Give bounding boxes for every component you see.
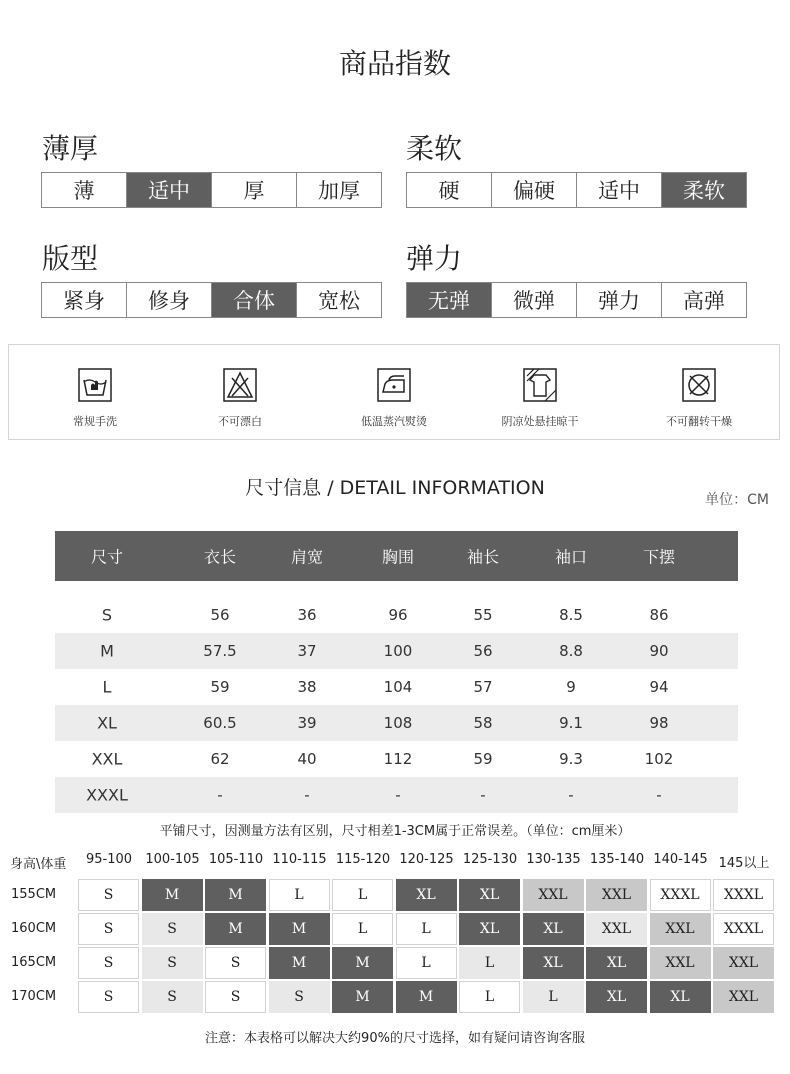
recommended-size: S bbox=[142, 913, 203, 945]
weight-range: 140-145 bbox=[653, 852, 708, 867]
size-value: 86 bbox=[649, 606, 669, 624]
care-instructions bbox=[8, 344, 780, 440]
fit-scale bbox=[41, 282, 382, 318]
scale-option: 薄 bbox=[42, 173, 126, 207]
recommended-size: XXL bbox=[586, 879, 647, 911]
recommended-size: XL bbox=[459, 879, 520, 911]
recommended-size: XXL bbox=[713, 981, 774, 1013]
recommended-size: M bbox=[205, 879, 266, 911]
hand-wash-icon bbox=[78, 368, 112, 402]
size-value: 94 bbox=[649, 678, 669, 696]
recommended-size: L bbox=[332, 879, 393, 911]
height-label: 155CM bbox=[11, 887, 57, 902]
recommended-size: S bbox=[78, 879, 139, 911]
recommended-size: S bbox=[78, 947, 139, 979]
size-name: XL bbox=[97, 713, 117, 733]
recommended-size: S bbox=[78, 981, 139, 1013]
recommended-size: M bbox=[142, 879, 203, 911]
detail-title: 尺寸信息 / DETAIL INFORMATION bbox=[245, 477, 545, 499]
recommended-size: XXL bbox=[650, 947, 711, 979]
weight-range: 95-100 bbox=[85, 852, 133, 867]
column-header: 下摆 bbox=[642, 547, 675, 567]
size-name: XXXL bbox=[86, 785, 128, 805]
scale-option: 紧身 bbox=[42, 283, 126, 317]
size-value: 59 bbox=[473, 750, 493, 768]
size-name: S bbox=[101, 605, 113, 625]
size-value: 58 bbox=[473, 714, 493, 732]
size-value: 39 bbox=[297, 714, 317, 732]
size-value: 57.5 bbox=[203, 642, 237, 660]
softness-scale bbox=[406, 172, 747, 208]
measure-note: 平铺尺寸，因测量方法有区别，尺寸相差1-3CM属于正常误差。（单位：cm厘米） bbox=[159, 824, 631, 839]
table-row bbox=[55, 777, 738, 813]
size-value: 55 bbox=[473, 606, 493, 624]
thickness-scale bbox=[41, 172, 382, 208]
size-value: 98 bbox=[649, 714, 669, 732]
recommended-size: L bbox=[269, 879, 330, 911]
footer-note: 注意：本表格可以解决大约90%的尺寸选择，如有疑问请咨询客服 bbox=[205, 1031, 585, 1046]
recommended-size: XL bbox=[459, 913, 520, 945]
size-value: - bbox=[395, 786, 401, 804]
size-value: - bbox=[568, 786, 574, 804]
recommended-size: M bbox=[396, 981, 457, 1013]
recommended-size: XXL bbox=[586, 913, 647, 945]
recommended-size: M bbox=[205, 913, 266, 945]
care-no-tumble-dry: 不可翻转干燥 bbox=[639, 345, 759, 441]
table-row bbox=[55, 597, 738, 633]
scale-option: 修身 bbox=[126, 283, 211, 317]
size-value: 9.1 bbox=[559, 714, 583, 732]
recommended-size: M bbox=[332, 981, 393, 1013]
recommended-size: S bbox=[205, 981, 266, 1013]
scale-option: 偏硬 bbox=[491, 173, 576, 207]
size-value: 59 bbox=[210, 678, 230, 696]
weight-range: 125-130 bbox=[462, 852, 518, 867]
column-header: 尺寸 bbox=[90, 547, 123, 567]
care-hand-wash: 常规手洗 bbox=[35, 345, 155, 441]
recommended-size: M bbox=[269, 913, 330, 945]
recommended-size: L bbox=[459, 981, 520, 1013]
size-name: L bbox=[102, 677, 112, 697]
fit-label: 版型 bbox=[42, 242, 99, 275]
no-bleach-icon bbox=[223, 368, 257, 402]
size-value: 90 bbox=[649, 642, 669, 660]
weight-header bbox=[0, 852, 790, 874]
unit-label: 单位：CM bbox=[705, 492, 769, 508]
table-row bbox=[55, 705, 738, 741]
table-row bbox=[55, 669, 738, 705]
size-value: 37 bbox=[297, 642, 317, 660]
recommended-size: XL bbox=[523, 913, 584, 945]
size-value: - bbox=[304, 786, 310, 804]
height-label: 160CM bbox=[11, 921, 57, 936]
weight-range: 120-125 bbox=[399, 852, 454, 867]
weight-range: 145以上 bbox=[718, 856, 770, 871]
recommended-size: S bbox=[142, 947, 203, 979]
no-tumble-dry-icon bbox=[682, 368, 716, 402]
recommended-size: XXXL bbox=[650, 879, 711, 911]
recommended-size: XXXL bbox=[713, 879, 774, 911]
recommended-size: S bbox=[78, 913, 139, 945]
size-value: 112 bbox=[383, 750, 413, 768]
weight-range: 110-115 bbox=[272, 852, 327, 867]
size-value: - bbox=[656, 786, 662, 804]
size-table bbox=[55, 531, 738, 813]
weight-range: 100-105 bbox=[145, 852, 200, 867]
scale-option: 无弹 bbox=[407, 283, 491, 317]
care-low-temp-iron: 低温蒸汽熨烫 bbox=[334, 345, 454, 441]
size-value: 102 bbox=[644, 750, 674, 768]
column-header: 胸围 bbox=[381, 547, 414, 567]
size-value: 56 bbox=[210, 606, 230, 624]
care-no-bleach: 不可漂白 bbox=[180, 345, 300, 441]
size-value: 40 bbox=[297, 750, 317, 768]
scale-option: 加厚 bbox=[296, 173, 381, 207]
weight-range: 115-120 bbox=[335, 852, 391, 867]
scale-option: 高弹 bbox=[661, 283, 746, 317]
recommended-size: S bbox=[142, 981, 203, 1013]
scale-option: 弹力 bbox=[576, 283, 661, 317]
size-value: 108 bbox=[383, 714, 413, 732]
recommended-size: L bbox=[523, 981, 584, 1013]
scale-option: 适中 bbox=[126, 173, 211, 207]
size-value: 9 bbox=[566, 678, 576, 696]
size-name: XXL bbox=[91, 749, 123, 769]
recommended-size: L bbox=[396, 913, 457, 945]
scale-option: 硬 bbox=[407, 173, 491, 207]
size-value: 8.8 bbox=[559, 642, 583, 660]
size-value: 60.5 bbox=[203, 714, 237, 732]
scale-option: 合体 bbox=[211, 283, 296, 317]
size-value: 9.3 bbox=[559, 750, 583, 768]
weight-range: 130-135 bbox=[526, 852, 581, 867]
size-value: 38 bbox=[297, 678, 317, 696]
size-value: 96 bbox=[388, 606, 408, 624]
recommended-size: L bbox=[332, 913, 393, 945]
size-value: 57 bbox=[473, 678, 493, 696]
low-temp-iron-icon bbox=[377, 368, 411, 402]
recommended-size: S bbox=[269, 981, 330, 1013]
thickness-label: 薄厚 bbox=[42, 132, 99, 165]
line-dry-shade-icon bbox=[523, 368, 557, 402]
scale-option: 宽松 bbox=[296, 283, 381, 317]
recommended-size: XL bbox=[586, 981, 647, 1013]
recommended-size: XXL bbox=[713, 947, 774, 979]
care-line-dry-shade: 阴凉处悬挂晾干 bbox=[480, 345, 600, 441]
height-weight-corner: 身高\体重 bbox=[10, 857, 67, 872]
recommended-size: XXL bbox=[523, 879, 584, 911]
column-header: 袖长 bbox=[466, 547, 499, 567]
size-value: 62 bbox=[210, 750, 230, 768]
size-value: 56 bbox=[473, 642, 493, 660]
column-header: 袖口 bbox=[554, 547, 587, 567]
size-value: - bbox=[480, 786, 486, 804]
recommended-size: XL bbox=[396, 879, 457, 911]
page-title: 商品指数 bbox=[338, 47, 451, 80]
recommended-size: S bbox=[205, 947, 266, 979]
size-value: 104 bbox=[383, 678, 413, 696]
weight-range: 135-140 bbox=[589, 852, 645, 867]
size-table-header bbox=[55, 531, 738, 581]
size-value: 8.5 bbox=[559, 606, 583, 624]
height-label: 165CM bbox=[11, 955, 57, 970]
size-value: 36 bbox=[297, 606, 317, 624]
recommended-size: M bbox=[269, 947, 330, 979]
recommended-size: XXXL bbox=[713, 913, 774, 945]
size-value: - bbox=[217, 786, 223, 804]
recommended-size: XL bbox=[650, 981, 711, 1013]
elasticity-scale bbox=[406, 282, 747, 318]
recommended-size: XL bbox=[523, 947, 584, 979]
table-row bbox=[55, 741, 738, 777]
height-label: 170CM bbox=[11, 989, 57, 1004]
scale-option: 厚 bbox=[211, 173, 296, 207]
recommended-size: M bbox=[332, 947, 393, 979]
weight-range: 105-110 bbox=[208, 852, 264, 867]
softness-label: 柔软 bbox=[406, 132, 463, 165]
scale-option: 微弹 bbox=[491, 283, 576, 317]
recommended-size: XL bbox=[586, 947, 647, 979]
column-header: 肩宽 bbox=[290, 547, 323, 567]
elasticity-label: 弹力 bbox=[406, 242, 463, 275]
table-row bbox=[55, 633, 738, 669]
column-header: 衣长 bbox=[203, 547, 236, 567]
size-value: 100 bbox=[383, 642, 413, 660]
scale-option: 适中 bbox=[576, 173, 661, 207]
scale-option: 柔软 bbox=[661, 173, 746, 207]
recommended-size: L bbox=[396, 947, 457, 979]
size-name: M bbox=[100, 641, 114, 661]
recommended-size: L bbox=[459, 947, 520, 979]
recommended-size: XXL bbox=[650, 913, 711, 945]
